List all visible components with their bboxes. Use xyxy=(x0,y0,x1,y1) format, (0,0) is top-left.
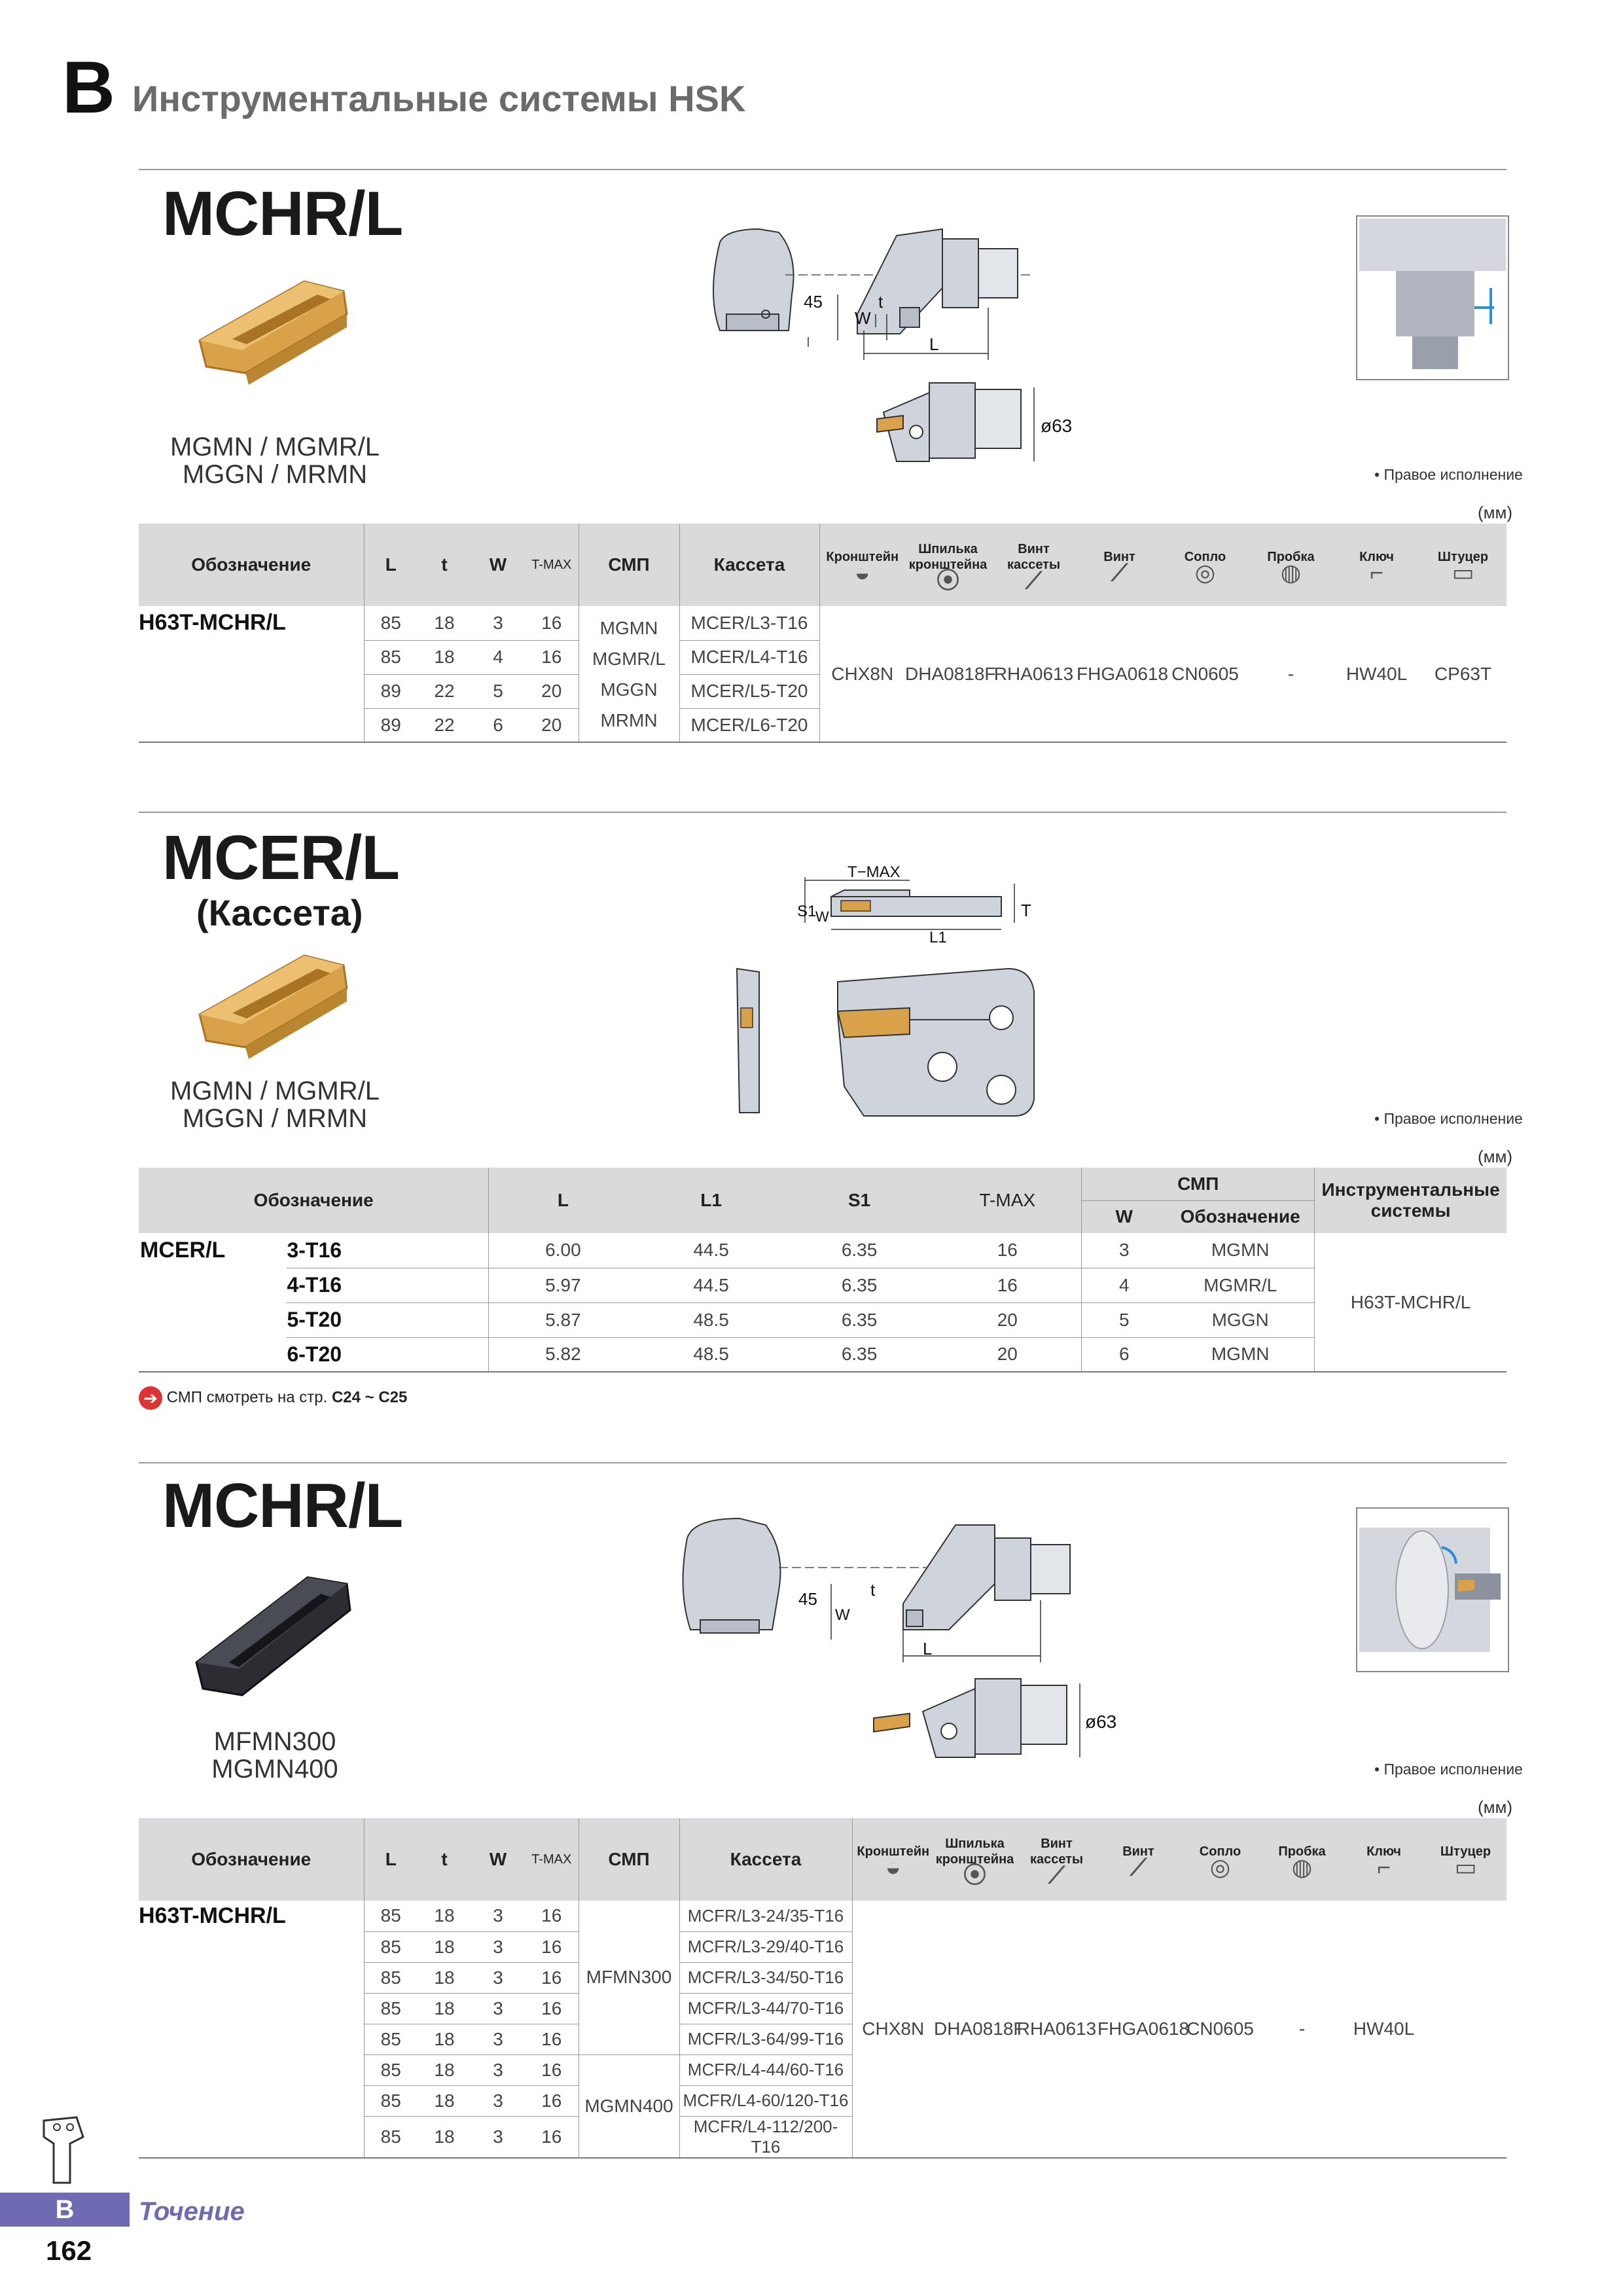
insert-type: MGMN400 xyxy=(211,1755,338,1784)
application-image xyxy=(1357,216,1508,380)
accessory-label: Кронштейн xyxy=(857,1844,930,1859)
col-t: t xyxy=(418,524,471,606)
table-cell: MCFR/L4-44/60-T16 xyxy=(679,2054,852,2085)
table-cell xyxy=(139,1268,287,1302)
col-systems: Инструментальные системы xyxy=(1315,1168,1507,1233)
reference-text: СМП смотреть на стр. xyxy=(166,1388,328,1407)
table-cell: 16 xyxy=(525,1993,579,2024)
accessory-label: Винт кассеты xyxy=(1007,542,1061,572)
table-cell xyxy=(1425,1901,1507,2158)
dim-label: W xyxy=(835,1606,850,1624)
table-cell: CN0605 xyxy=(1162,606,1248,742)
col-W: W xyxy=(471,524,525,606)
insert-group: MFMN300 xyxy=(579,1901,679,2054)
note-right-hand: • Правое исполнение xyxy=(1374,466,1523,483)
col-L: L xyxy=(364,1818,418,1901)
fitting-icon: ▭ xyxy=(1452,559,1474,586)
accessory-label: Винт xyxy=(1122,1844,1154,1859)
table-cell: 4-T16 xyxy=(287,1268,488,1302)
table-cell: 89 xyxy=(364,708,418,742)
table-cell: 20 xyxy=(933,1302,1081,1337)
accessory-label: Винт кассеты xyxy=(1029,1837,1084,1867)
bracket-icon: ◒ xyxy=(854,558,870,587)
table-cell: 5.82 xyxy=(489,1337,637,1372)
designation: H63T-MCHR/L xyxy=(139,606,364,742)
dim-label: L1 xyxy=(929,929,947,946)
insert-image xyxy=(187,942,363,1060)
table-cell: 3 xyxy=(471,1931,525,1962)
table-cell: 16 xyxy=(525,1931,579,1962)
col-insert-designation: Обозначение xyxy=(1166,1200,1314,1233)
dim-label: L xyxy=(923,1639,933,1659)
table-cell: MCFR/L3-29/40-T16 xyxy=(679,1931,852,1962)
table-cell: 18 xyxy=(418,2116,471,2158)
col-insert: СМП xyxy=(579,524,679,606)
table-cell xyxy=(139,1302,287,1337)
nozzle-icon: ◎ xyxy=(1209,1854,1231,1880)
dim-label: ø63 xyxy=(1041,416,1073,436)
col-accessory xyxy=(934,1818,1016,1901)
table-cell: 6.00 xyxy=(489,1233,637,1268)
table-cell: 18 xyxy=(418,1901,471,1931)
turning-tool-icon xyxy=(41,2114,86,2186)
col-tmax: T-MAX xyxy=(525,524,579,606)
cassette-drawing xyxy=(733,851,1099,1126)
table-cell: 6 xyxy=(1082,1337,1166,1372)
table-cell: 6 xyxy=(471,708,525,742)
table-cell: 48.5 xyxy=(637,1302,785,1337)
accessory-label: Штуцер xyxy=(1440,1844,1491,1859)
accessory-label: Ключ xyxy=(1366,1844,1401,1859)
table-cell: 3 xyxy=(471,2085,525,2116)
table-cell: 18 xyxy=(418,1931,471,1962)
col-accessory xyxy=(1179,1818,1261,1901)
table-cell: 18 xyxy=(418,1993,471,2024)
dim-label: T xyxy=(1021,901,1031,920)
table-cell: MCFR/L4-112/200-T16 xyxy=(679,2116,852,2158)
table-cell: MGMN xyxy=(1166,1233,1314,1268)
table-cell: 3 xyxy=(471,1901,525,1931)
table-cell: 89 xyxy=(364,674,418,708)
section-title: MCER/L xyxy=(162,823,399,893)
accessory-label: Ключ xyxy=(1359,550,1394,564)
table-cell: 5.97 xyxy=(489,1268,637,1302)
insert-type: MGGN / MRMN xyxy=(182,460,368,489)
table-cell: 3 xyxy=(471,2024,525,2054)
screw-icon: ⟋ xyxy=(1130,1854,1147,1880)
stud-icon: ⦿ xyxy=(936,567,960,594)
col-accessory xyxy=(991,524,1077,606)
hex-key-icon: ⌐ xyxy=(1369,559,1384,586)
col-accessory xyxy=(1261,1818,1343,1901)
table-cell: MCFR/L3-34/50-T16 xyxy=(679,1962,852,1993)
table-cell: 18 xyxy=(418,640,471,674)
application-image xyxy=(1357,1508,1508,1672)
table-cell: 20 xyxy=(525,674,579,708)
tool-drawing xyxy=(674,1512,1117,1774)
unit-label: (мм) xyxy=(1478,1147,1513,1166)
page-reference[interactable] xyxy=(139,1386,407,1410)
table-cell: 6.35 xyxy=(785,1337,933,1372)
col-insert: СМП xyxy=(579,1818,679,1901)
table-cell: 44.5 xyxy=(637,1268,785,1302)
col-designation: Обозначение xyxy=(139,1818,364,1901)
table-cell: MCER/L4-T16 xyxy=(679,640,819,674)
table-cell: 22 xyxy=(418,674,471,708)
accessory-label: Сопло xyxy=(1184,550,1226,564)
table-cell: 16 xyxy=(933,1268,1081,1302)
table-cell: 85 xyxy=(364,2024,418,2054)
table-cell: MCER/L6-T20 xyxy=(679,708,819,742)
col-accessory xyxy=(819,524,905,606)
tool-system: H63T-MCHR/L xyxy=(1315,1233,1507,1372)
table-cell: 85 xyxy=(364,640,418,674)
table-cell: MCFR/L3-64/99-T16 xyxy=(679,2024,852,2054)
dim-label: ø63 xyxy=(1085,1712,1117,1732)
table-cell: 4 xyxy=(1082,1268,1166,1302)
table-cell: MCFR/L3-44/70-T16 xyxy=(679,1993,852,2024)
plug-icon: ◍ xyxy=(1280,559,1302,586)
screw-icon: ⟋ xyxy=(1048,1861,1065,1888)
table-cell: 16 xyxy=(525,2054,579,2085)
reference-pages[interactable]: C24 ~ C25 xyxy=(331,1388,408,1407)
col-S1: S1 xyxy=(785,1168,933,1233)
tool-drawing xyxy=(700,216,1073,478)
table-cell: 3 xyxy=(471,606,525,640)
table-row xyxy=(139,1901,1507,1931)
table-row xyxy=(139,1337,1507,1372)
table-cell: 3 xyxy=(471,2054,525,2085)
table-cell: 44.5 xyxy=(637,1233,785,1268)
table-cell: - xyxy=(1248,606,1334,742)
dim-label: S1 xyxy=(797,903,817,920)
chapter-letter: B xyxy=(62,46,115,128)
table-cell: 5 xyxy=(471,674,525,708)
table-cell: 85 xyxy=(364,1993,418,2024)
table-cell: 16 xyxy=(933,1233,1081,1268)
insert-types xyxy=(151,1728,399,1783)
table-cell: 5 xyxy=(1082,1302,1166,1337)
accessory-label: Пробка xyxy=(1278,1844,1326,1859)
col-tmax: T-MAX xyxy=(525,1818,579,1901)
table-cell xyxy=(139,1337,287,1372)
dim-label: W xyxy=(815,908,829,925)
page-number: 162 xyxy=(46,2235,92,2266)
note-right-hand: • Правое исполнение xyxy=(1374,1761,1523,1778)
divider xyxy=(139,812,1507,813)
col-accessory xyxy=(1097,1818,1179,1901)
accessory-label: Пробка xyxy=(1267,550,1315,564)
table-cell: 4 xyxy=(471,640,525,674)
table-cell: 18 xyxy=(418,2085,471,2116)
table-cell: 5-T20 xyxy=(287,1302,488,1337)
insert-type: MGMN / MGMR/L xyxy=(170,1077,380,1105)
table-cell: 85 xyxy=(364,2054,418,2085)
col-cassette: Кассета xyxy=(679,1818,852,1901)
table-cell: 85 xyxy=(364,1901,418,1931)
plug-icon: ◍ xyxy=(1291,1854,1313,1880)
section-tab-label[interactable]: B xyxy=(55,2195,75,2224)
table-cell: RHA0613 xyxy=(1016,1901,1097,2158)
cassette-table xyxy=(139,1168,1507,1372)
table-cell: 5.87 xyxy=(489,1302,637,1337)
table-row xyxy=(139,1233,1507,1268)
insert-group: MGMN400 xyxy=(579,2054,679,2158)
table-row xyxy=(139,1302,1507,1337)
divider xyxy=(139,169,1507,170)
section-title: MCHR/L xyxy=(162,179,403,249)
insert-image xyxy=(187,268,363,386)
table-cell: MCFR/L4-60/120-T16 xyxy=(679,2085,852,2116)
col-accessory xyxy=(1419,524,1507,606)
table-cell: MGMN xyxy=(1166,1337,1314,1372)
table-cell: 6-T20 xyxy=(287,1337,488,1372)
divider xyxy=(139,1462,1507,1463)
table-cell: MGGN xyxy=(1166,1302,1314,1337)
col-accessory xyxy=(1425,1818,1507,1901)
dim-label: W xyxy=(855,308,871,328)
table-cell: 16 xyxy=(525,1901,579,1931)
table-cell: FHGA0618 xyxy=(1077,606,1162,742)
designation: H63T-MCHR/L xyxy=(139,1901,364,2158)
table-cell: DHA0818F xyxy=(905,606,991,742)
table-cell: 3 xyxy=(471,2116,525,2158)
table-cell: 3-T16 xyxy=(287,1233,488,1268)
table-cell: CHX8N xyxy=(819,606,905,742)
col-W: W xyxy=(1082,1200,1166,1233)
table-cell: MGMR/L xyxy=(1166,1268,1314,1302)
col-tmax: T-MAX xyxy=(933,1168,1081,1233)
col-L1: L1 xyxy=(637,1168,785,1233)
col-accessory xyxy=(1343,1818,1425,1901)
table-cell: CN0605 xyxy=(1179,1901,1261,2158)
accessory-label: Винт xyxy=(1103,550,1135,564)
dim-label: T−MAX xyxy=(847,863,901,881)
table-cell: 18 xyxy=(418,2054,471,2085)
section-subtitle: (Кассета) xyxy=(196,892,363,933)
table-cell: MCER/L5-T20 xyxy=(679,674,819,708)
dim-label: t xyxy=(870,1580,876,1600)
table-cell: 16 xyxy=(525,2024,579,2054)
table-cell: 3 xyxy=(1082,1233,1166,1268)
table-cell: 16 xyxy=(525,2116,579,2158)
col-insert: СМП xyxy=(1082,1168,1315,1200)
unit-label: (мм) xyxy=(1478,503,1513,522)
screw-icon: ⟋ xyxy=(1025,567,1043,594)
table-cell: 18 xyxy=(418,606,471,640)
note-right-hand: • Правое исполнение xyxy=(1374,1110,1523,1127)
table-row xyxy=(139,606,1507,640)
insert-types xyxy=(151,1077,399,1132)
unit-label: (мм) xyxy=(1478,1797,1513,1817)
fitting-icon: ▭ xyxy=(1454,1854,1477,1880)
table-cell: 16 xyxy=(525,606,579,640)
col-L: L xyxy=(364,524,418,606)
section-name: Точение xyxy=(139,2197,245,2226)
table-cell: 16 xyxy=(525,640,579,674)
table-cell: 85 xyxy=(364,606,418,640)
insert-type: MFMN300 xyxy=(213,1727,336,1756)
insert-list: MGMN MGMR/L MGGN MRMN xyxy=(579,606,679,742)
table-cell: MCFR/L3-24/35-T16 xyxy=(679,1901,852,1931)
table-cell: 18 xyxy=(418,2024,471,2054)
dim-label: 45 xyxy=(798,1589,817,1609)
nozzle-icon: ◎ xyxy=(1194,559,1216,586)
table-cell: 6.35 xyxy=(785,1233,933,1268)
accessory-label: Шпилька кронштейна xyxy=(935,1837,1014,1867)
insert-type: MGGN / MRMN xyxy=(182,1104,368,1133)
dim-label: L xyxy=(929,334,939,354)
table-cell: 18 xyxy=(418,1962,471,1993)
table-cell: 48.5 xyxy=(637,1337,785,1372)
col-designation: Обозначение xyxy=(139,1168,489,1233)
table-cell: CHX8N xyxy=(852,1901,934,2158)
col-designation: Обозначение xyxy=(139,524,364,606)
table-cell: HW40L xyxy=(1343,1901,1425,2158)
table-cell: HW40L xyxy=(1334,606,1419,742)
table-cell: 16 xyxy=(525,2085,579,2116)
table-cell: 6.35 xyxy=(785,1302,933,1337)
accessory-label: Кронштейн xyxy=(826,550,899,564)
table-cell: 3 xyxy=(471,1962,525,1993)
table-cell: 85 xyxy=(364,1962,418,1993)
dim-label: t xyxy=(878,292,883,312)
table-cell: CP63T xyxy=(1419,606,1507,742)
table-cell: 85 xyxy=(364,1931,418,1962)
table-cell: - xyxy=(1261,1901,1343,2158)
table-cell: 85 xyxy=(364,2085,418,2116)
accessory-label: Штуцер xyxy=(1437,550,1489,564)
table-cell: 6.35 xyxy=(785,1268,933,1302)
insert-types xyxy=(151,433,399,488)
table-cell: 20 xyxy=(933,1337,1081,1372)
col-accessory xyxy=(1248,524,1334,606)
col-accessory xyxy=(1162,524,1248,606)
col-L: L xyxy=(489,1168,637,1233)
col-accessory xyxy=(1077,524,1162,606)
stud-icon: ⦿ xyxy=(963,1861,987,1888)
table-cell: 3 xyxy=(471,1993,525,2024)
table-cell: FHGA0618 xyxy=(1097,1901,1179,2158)
table-cell: 20 xyxy=(525,708,579,742)
prefix: MCER/L xyxy=(140,1238,226,1263)
spec-table xyxy=(139,1818,1507,2159)
section-title: MCHR/L xyxy=(162,1471,403,1541)
accessory-label: Шпилька кронштейна xyxy=(908,542,988,572)
table-cell: RHA0613 xyxy=(991,606,1077,742)
col-accessory xyxy=(1334,524,1419,606)
table-cell: DHA0818F xyxy=(934,1901,1016,2158)
table-cell: MCER/L3-T16 xyxy=(679,606,819,640)
col-accessory xyxy=(905,524,991,606)
table-cell: 85 xyxy=(364,2116,418,2158)
bracket-icon: ◒ xyxy=(885,1853,901,1882)
hex-key-icon: ⌐ xyxy=(1376,1854,1391,1880)
col-cassette: Кассета xyxy=(679,524,819,606)
table-cell: 22 xyxy=(418,708,471,742)
col-accessory xyxy=(1016,1818,1097,1901)
col-W: W xyxy=(471,1818,525,1901)
col-t: t xyxy=(418,1818,471,1901)
insert-image xyxy=(190,1564,360,1702)
table-cell: 16 xyxy=(525,1962,579,1993)
insert-type: MGMN / MGMR/L xyxy=(170,433,380,461)
screw-icon: ⟋ xyxy=(1111,559,1128,586)
table-row xyxy=(139,1268,1507,1302)
dim-label: 45 xyxy=(804,292,823,312)
page-title: Инструментальные системы HSK xyxy=(132,78,746,119)
col-accessory xyxy=(852,1818,934,1901)
spec-table xyxy=(139,524,1507,743)
arrow-right-icon: ➔ xyxy=(139,1386,162,1410)
accessory-label: Сопло xyxy=(1199,1844,1241,1859)
